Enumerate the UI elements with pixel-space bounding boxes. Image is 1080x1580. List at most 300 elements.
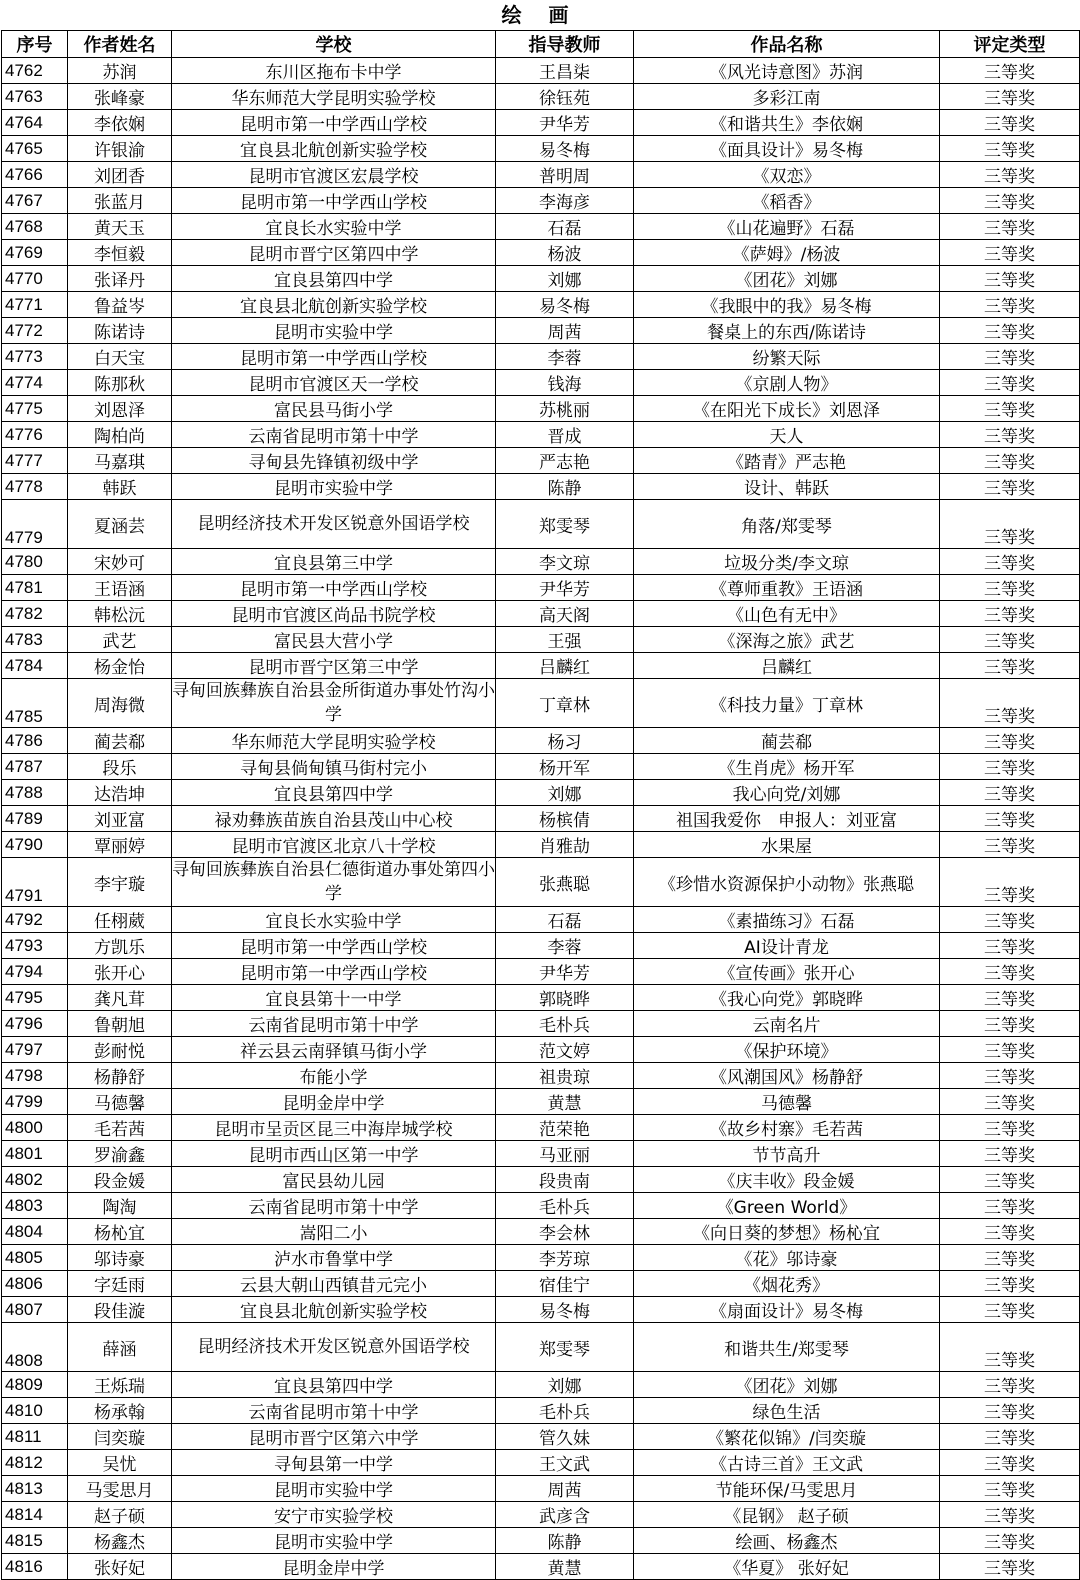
author-cell: 陈诺诗 — [68, 318, 172, 344]
table-row — [2, 396, 1080, 422]
award-cell: 三等奖 — [940, 266, 1080, 292]
table-row — [2, 985, 1080, 1011]
author-cell: 张蓝月 — [68, 188, 172, 214]
serial-cell: 4784 — [2, 653, 68, 679]
author-cell: 马雯思月 — [68, 1476, 172, 1502]
award-cell: 三等奖 — [940, 1398, 1080, 1424]
work-title-cell: 绿色生活 — [634, 1398, 940, 1424]
award-cell: 三等奖 — [940, 344, 1080, 370]
school-cell: 宜良县第三中学 — [172, 549, 496, 575]
author-cell: 段佳漩 — [68, 1297, 172, 1323]
table-row — [2, 240, 1080, 266]
award-cell: 三等奖 — [940, 136, 1080, 162]
work-title-cell: 餐桌上的东西/陈诺诗 — [634, 318, 940, 344]
table-row — [2, 110, 1080, 136]
work-title-cell: 《素描练习》石磊 — [634, 907, 940, 933]
serial-cell: 4794 — [2, 959, 68, 985]
author-cell: 马嘉琪 — [68, 448, 172, 474]
author-cell: 夏涵芸 — [68, 500, 172, 549]
work-title-cell: 角落/郑雯琴 — [634, 500, 940, 549]
table-row — [2, 1011, 1080, 1037]
award-cell: 三等奖 — [940, 58, 1080, 84]
author-cell: 张好妃 — [68, 1554, 172, 1580]
school-cell: 昆明金岸中学 — [172, 1089, 496, 1115]
serial-cell: 4768 — [2, 214, 68, 240]
serial-cell: 4788 — [2, 780, 68, 806]
work-title-cell: 节能环保/马雯思月 — [634, 1476, 940, 1502]
school-cell: 宜良县北航创新实验学校 — [172, 292, 496, 318]
school-cell: 宜良长水实验中学 — [172, 907, 496, 933]
work-title-cell: 天人 — [634, 422, 940, 448]
serial-cell: 4804 — [2, 1219, 68, 1245]
serial-cell: 4779 — [2, 500, 68, 549]
author-cell: 陶柏尚 — [68, 422, 172, 448]
work-title-cell: 《山色有无中》 — [634, 601, 940, 627]
school-cell: 富民县大营小学 — [172, 627, 496, 653]
serial-cell: 4801 — [2, 1141, 68, 1167]
serial-cell: 4795 — [2, 985, 68, 1011]
award-cell: 三等奖 — [940, 110, 1080, 136]
teacher-cell: 李蓉 — [496, 344, 634, 370]
header-school: 学校 — [172, 31, 496, 58]
author-cell: 吴忧 — [68, 1450, 172, 1476]
author-cell: 陈那秋 — [68, 370, 172, 396]
work-title-cell: 《我心向党》郭晓晔 — [634, 985, 940, 1011]
award-cell: 三等奖 — [940, 240, 1080, 266]
teacher-cell: 刘娜 — [496, 266, 634, 292]
serial-cell: 4803 — [2, 1193, 68, 1219]
work-title-cell: 《风光诗意图》苏润 — [634, 58, 940, 84]
serial-cell: 4762 — [2, 58, 68, 84]
teacher-cell: 石磊 — [496, 214, 634, 240]
award-cell: 三等奖 — [940, 162, 1080, 188]
teacher-cell: 丁章林 — [496, 679, 634, 728]
serial-cell: 4785 — [2, 679, 68, 728]
school-cell: 昆明市第一中学西山学校 — [172, 575, 496, 601]
award-cell: 三等奖 — [940, 422, 1080, 448]
teacher-cell: 陈静 — [496, 1528, 634, 1554]
award-cell: 三等奖 — [940, 448, 1080, 474]
work-title-cell: 纷繁天际 — [634, 344, 940, 370]
table-row — [2, 754, 1080, 780]
author-cell: 鲁益岑 — [68, 292, 172, 318]
teacher-cell: 刘娜 — [496, 780, 634, 806]
serial-cell: 4816 — [2, 1554, 68, 1580]
table-row — [2, 780, 1080, 806]
school-cell: 云南省昆明市第十中学 — [172, 1193, 496, 1219]
teacher-cell: 范文婷 — [496, 1037, 634, 1063]
work-title-cell: 《保护环境》 — [634, 1037, 940, 1063]
serial-cell: 4807 — [2, 1297, 68, 1323]
award-cell: 三等奖 — [940, 858, 1080, 907]
teacher-cell: 苏桃丽 — [496, 396, 634, 422]
teacher-cell: 管久妹 — [496, 1424, 634, 1450]
serial-cell: 4791 — [2, 858, 68, 907]
serial-cell: 4780 — [2, 549, 68, 575]
author-cell: 刘亚富 — [68, 806, 172, 832]
teacher-cell: 钱海 — [496, 370, 634, 396]
award-cell: 三等奖 — [940, 754, 1080, 780]
school-cell: 寻甸回族彝族自治县仁德街道办事处第四小学 — [172, 858, 496, 907]
award-cell: 三等奖 — [940, 1271, 1080, 1297]
serial-cell: 4814 — [2, 1502, 68, 1528]
school-cell: 云南省昆明市第十中学 — [172, 1398, 496, 1424]
school-cell: 宜良县第四中学 — [172, 266, 496, 292]
table-row — [2, 292, 1080, 318]
award-cell: 三等奖 — [940, 1141, 1080, 1167]
author-cell: 杨静舒 — [68, 1063, 172, 1089]
author-cell: 字廷雨 — [68, 1271, 172, 1297]
work-title-cell: 垃圾分类/李文琼 — [634, 549, 940, 575]
award-cell: 三等奖 — [940, 985, 1080, 1011]
school-cell: 昆明市西山区第一中学 — [172, 1141, 496, 1167]
school-cell: 东川区拖布卡中学 — [172, 58, 496, 84]
teacher-cell: 高天阁 — [496, 601, 634, 627]
teacher-cell: 易冬梅 — [496, 1297, 634, 1323]
author-cell: 龚凡茸 — [68, 985, 172, 1011]
serial-cell: 4771 — [2, 292, 68, 318]
school-cell: 昆明市实验中学 — [172, 1528, 496, 1554]
serial-cell: 4770 — [2, 266, 68, 292]
author-cell: 闫奕璇 — [68, 1424, 172, 1450]
table-row — [2, 474, 1080, 500]
teacher-cell: 尹华芳 — [496, 575, 634, 601]
work-title-cell: 和谐共生/郑雯琴 — [634, 1323, 940, 1372]
author-cell: 黄天玉 — [68, 214, 172, 240]
teacher-cell: 严志艳 — [496, 448, 634, 474]
table-row — [2, 601, 1080, 627]
school-cell: 昆明市呈贡区昆三中海岸城学校 — [172, 1115, 496, 1141]
serial-cell: 4789 — [2, 806, 68, 832]
award-cell: 三等奖 — [940, 1528, 1080, 1554]
teacher-cell: 石磊 — [496, 907, 634, 933]
teacher-cell: 肖雅劼 — [496, 832, 634, 858]
table-row — [2, 1089, 1080, 1115]
award-cell: 三等奖 — [940, 627, 1080, 653]
table-row — [2, 1141, 1080, 1167]
school-cell: 宜良县第四中学 — [172, 780, 496, 806]
work-title-cell: 云南名片 — [634, 1011, 940, 1037]
serial-cell: 4799 — [2, 1089, 68, 1115]
table-row — [2, 1398, 1080, 1424]
award-cell: 三等奖 — [940, 292, 1080, 318]
author-cell: 王烁瑞 — [68, 1372, 172, 1398]
award-cell: 三等奖 — [940, 549, 1080, 575]
award-cell: 三等奖 — [940, 1424, 1080, 1450]
author-cell: 王语涵 — [68, 575, 172, 601]
table-row — [2, 1372, 1080, 1398]
school-cell: 昆明市官渡区北京八十学校 — [172, 832, 496, 858]
teacher-cell: 易冬梅 — [496, 292, 634, 318]
teacher-cell: 张燕聪 — [496, 858, 634, 907]
table-row — [2, 1037, 1080, 1063]
school-cell: 寻甸回族彝族自治县金所街道办事处竹沟小学 — [172, 679, 496, 728]
serial-cell: 4793 — [2, 933, 68, 959]
table-row — [2, 933, 1080, 959]
author-cell: 马德馨 — [68, 1089, 172, 1115]
award-cell: 三等奖 — [940, 780, 1080, 806]
school-cell: 安宁市实验学校 — [172, 1502, 496, 1528]
school-cell: 昆明市官渡区尚品书院学校 — [172, 601, 496, 627]
table-row — [2, 162, 1080, 188]
table-row — [2, 1502, 1080, 1528]
work-title-cell: 《踏青》严志艳 — [634, 448, 940, 474]
award-cell: 三等奖 — [940, 474, 1080, 500]
serial-cell: 4773 — [2, 344, 68, 370]
award-cell: 三等奖 — [940, 907, 1080, 933]
serial-cell: 4777 — [2, 448, 68, 474]
author-cell: 宋妙可 — [68, 549, 172, 575]
table-row — [2, 575, 1080, 601]
serial-cell: 4811 — [2, 1424, 68, 1450]
serial-cell: 4765 — [2, 136, 68, 162]
author-cell: 彭耐悦 — [68, 1037, 172, 1063]
serial-cell: 4810 — [2, 1398, 68, 1424]
work-title-cell: 《繁花似锦》/闫奕璇 — [634, 1424, 940, 1450]
teacher-cell: 杨波 — [496, 240, 634, 266]
teacher-cell: 李蓉 — [496, 933, 634, 959]
award-cell: 三等奖 — [940, 1450, 1080, 1476]
author-cell: 杨杺宜 — [68, 1219, 172, 1245]
teacher-cell: 毛朴兵 — [496, 1398, 634, 1424]
award-cell: 三等奖 — [940, 1167, 1080, 1193]
school-cell: 昆明市官渡区天一学校 — [172, 370, 496, 396]
table-row — [2, 344, 1080, 370]
table-row — [2, 370, 1080, 396]
teacher-cell: 刘娜 — [496, 1372, 634, 1398]
teacher-cell: 祖贵琼 — [496, 1063, 634, 1089]
school-cell: 嵩阳二小 — [172, 1219, 496, 1245]
teacher-cell: 郑雯琴 — [496, 1323, 634, 1372]
work-title-cell: 《团花》刘娜 — [634, 1372, 940, 1398]
teacher-cell: 范荣艳 — [496, 1115, 634, 1141]
school-cell: 宜良县第四中学 — [172, 1372, 496, 1398]
table-row — [2, 84, 1080, 110]
work-title-cell: 《故乡村寨》毛若茜 — [634, 1115, 940, 1141]
award-cell: 三等奖 — [940, 84, 1080, 110]
teacher-cell: 李文琼 — [496, 549, 634, 575]
work-title-cell: 设计、韩跃 — [634, 474, 940, 500]
serial-cell: 4786 — [2, 728, 68, 754]
author-cell: 刘团香 — [68, 162, 172, 188]
table-row — [2, 1167, 1080, 1193]
work-title-cell: 《尊师重教》王语涵 — [634, 575, 940, 601]
award-cell: 三等奖 — [940, 1297, 1080, 1323]
award-cell: 三等奖 — [940, 1193, 1080, 1219]
teacher-cell: 王昌柒 — [496, 58, 634, 84]
author-cell: 刘恩泽 — [68, 396, 172, 422]
school-cell: 昆明市第一中学西山学校 — [172, 959, 496, 985]
author-cell: 陶淘 — [68, 1193, 172, 1219]
table-row — [2, 214, 1080, 240]
author-cell: 杨承翰 — [68, 1398, 172, 1424]
work-title-cell: 《宣传画》张开心 — [634, 959, 940, 985]
award-cell: 三等奖 — [940, 1372, 1080, 1398]
serial-cell: 4767 — [2, 188, 68, 214]
table-row — [2, 858, 1080, 907]
award-cell: 三等奖 — [940, 601, 1080, 627]
school-cell: 寻甸县先锋镇初级中学 — [172, 448, 496, 474]
serial-cell: 4792 — [2, 907, 68, 933]
table-row — [2, 1063, 1080, 1089]
work-title-cell: 《山花遍野》石磊 — [634, 214, 940, 240]
table-row — [2, 959, 1080, 985]
award-cell: 三等奖 — [940, 1115, 1080, 1141]
table-row — [2, 58, 1080, 84]
work-title-cell: 《双恋》 — [634, 162, 940, 188]
school-cell: 富民县马街小学 — [172, 396, 496, 422]
work-title-cell: AI设计青龙 — [634, 933, 940, 959]
teacher-cell: 王强 — [496, 627, 634, 653]
award-cell: 三等奖 — [940, 1063, 1080, 1089]
table-row — [2, 1476, 1080, 1502]
author-cell: 邬诗豪 — [68, 1245, 172, 1271]
teacher-cell: 武彦含 — [496, 1502, 634, 1528]
school-cell: 祥云县云南驿镇马街小学 — [172, 1037, 496, 1063]
author-cell: 苏润 — [68, 58, 172, 84]
author-cell: 韩跃 — [68, 474, 172, 500]
serial-cell: 4809 — [2, 1372, 68, 1398]
award-cell: 三等奖 — [940, 214, 1080, 240]
awards-table — [1, 30, 1080, 1580]
award-cell: 三等奖 — [940, 370, 1080, 396]
serial-cell: 4772 — [2, 318, 68, 344]
table-row — [2, 1193, 1080, 1219]
school-cell: 昆明市实验中学 — [172, 318, 496, 344]
table-row — [2, 1115, 1080, 1141]
table-row — [2, 448, 1080, 474]
header-serial: 序号 — [2, 31, 68, 58]
school-cell: 华东师范大学昆明实验学校 — [172, 84, 496, 110]
table-row — [2, 907, 1080, 933]
work-title-cell: 《华夏》 张好妃 — [634, 1554, 940, 1580]
work-title-cell: 马德馨 — [634, 1089, 940, 1115]
table-row — [2, 832, 1080, 858]
work-title-cell: 《生肖虎》杨开军 — [634, 754, 940, 780]
school-cell: 昆明金岸中学 — [172, 1554, 496, 1580]
teacher-cell: 李芳琼 — [496, 1245, 634, 1271]
school-cell: 宜良县第十一中学 — [172, 985, 496, 1011]
school-cell: 泸水市鲁掌中学 — [172, 1245, 496, 1271]
table-row — [2, 1528, 1080, 1554]
school-cell: 昆明市第一中学西山学校 — [172, 344, 496, 370]
work-title-cell: 多彩江南 — [634, 84, 940, 110]
serial-cell: 4766 — [2, 162, 68, 188]
teacher-cell: 李会林 — [496, 1219, 634, 1245]
work-title-cell: 节节高升 — [634, 1141, 940, 1167]
school-cell: 昆明经济技术开发区锐意外国语学校 — [172, 500, 496, 549]
serial-cell: 4798 — [2, 1063, 68, 1089]
serial-cell: 4808 — [2, 1323, 68, 1372]
author-cell: 许银渝 — [68, 136, 172, 162]
serial-cell: 4796 — [2, 1011, 68, 1037]
school-cell: 昆明市实验中学 — [172, 1476, 496, 1502]
table-row — [2, 627, 1080, 653]
teacher-cell: 郭晓晔 — [496, 985, 634, 1011]
school-cell: 禄劝彝族苗族自治县茂山中心校 — [172, 806, 496, 832]
author-cell: 覃丽婷 — [68, 832, 172, 858]
work-title-cell: 蔺芸郗 — [634, 728, 940, 754]
work-title-cell: 祖国我爱你 申报人：刘亚富 — [634, 806, 940, 832]
teacher-cell: 马亚丽 — [496, 1141, 634, 1167]
school-cell: 华东师范大学昆明实验学校 — [172, 728, 496, 754]
teacher-cell: 王文武 — [496, 1450, 634, 1476]
award-cell: 三等奖 — [940, 188, 1080, 214]
author-cell: 蔺芸郗 — [68, 728, 172, 754]
author-cell: 段金媛 — [68, 1167, 172, 1193]
author-cell: 韩松沅 — [68, 601, 172, 627]
serial-cell: 4813 — [2, 1476, 68, 1502]
author-cell: 武艺 — [68, 627, 172, 653]
school-cell: 昆明经济技术开发区锐意外国语学校 — [172, 1323, 496, 1372]
school-cell: 昆明市第一中学西山学校 — [172, 933, 496, 959]
teacher-cell: 杨习 — [496, 728, 634, 754]
table-row — [2, 1219, 1080, 1245]
table-body — [2, 58, 1080, 1580]
teacher-cell: 毛朴兵 — [496, 1193, 634, 1219]
author-cell: 赵子硕 — [68, 1502, 172, 1528]
serial-cell: 4790 — [2, 832, 68, 858]
school-cell: 宜良县北航创新实验学校 — [172, 136, 496, 162]
teacher-cell: 黄慧 — [496, 1089, 634, 1115]
work-title-cell: 《京剧人物》 — [634, 370, 940, 396]
award-cell: 三等奖 — [940, 806, 1080, 832]
work-title-cell: 《烟花秀》 — [634, 1271, 940, 1297]
teacher-cell: 周茜 — [496, 318, 634, 344]
work-title-cell: 《珍惜水资源保护小动物》张燕聪 — [634, 858, 940, 907]
school-cell: 宜良长水实验中学 — [172, 214, 496, 240]
award-cell: 三等奖 — [940, 1219, 1080, 1245]
work-title-cell: 《团花》刘娜 — [634, 266, 940, 292]
school-cell: 宜良县北航创新实验学校 — [172, 1297, 496, 1323]
serial-cell: 4782 — [2, 601, 68, 627]
serial-cell: 4802 — [2, 1167, 68, 1193]
table-row — [2, 1297, 1080, 1323]
award-cell: 三等奖 — [940, 1476, 1080, 1502]
table-row — [2, 318, 1080, 344]
teacher-cell: 李海彦 — [496, 188, 634, 214]
header-row — [2, 31, 1080, 58]
teacher-cell: 宿佳宁 — [496, 1271, 634, 1297]
award-cell: 三等奖 — [940, 728, 1080, 754]
author-cell: 白天宝 — [68, 344, 172, 370]
teacher-cell: 黄慧 — [496, 1554, 634, 1580]
teacher-cell: 郑雯琴 — [496, 500, 634, 549]
teacher-cell: 尹华芳 — [496, 959, 634, 985]
work-title-cell: 《萨姆》/杨波 — [634, 240, 940, 266]
work-title-cell: 我心向党/刘娜 — [634, 780, 940, 806]
work-title-cell: 《庆丰收》段金媛 — [634, 1167, 940, 1193]
teacher-cell: 杨槟倩 — [496, 806, 634, 832]
table-row — [2, 188, 1080, 214]
header-author: 作者姓名 — [68, 31, 172, 58]
author-cell: 张峰豪 — [68, 84, 172, 110]
teacher-cell: 徐钰苑 — [496, 84, 634, 110]
teacher-cell: 吕麟红 — [496, 653, 634, 679]
author-cell: 杨金怡 — [68, 653, 172, 679]
teacher-cell: 周茜 — [496, 1476, 634, 1502]
school-cell: 昆明市晋宁区第四中学 — [172, 240, 496, 266]
table-row — [2, 136, 1080, 162]
author-cell: 方凯乐 — [68, 933, 172, 959]
award-cell: 三等奖 — [940, 933, 1080, 959]
school-cell: 昆明市第一中学西山学校 — [172, 188, 496, 214]
award-cell: 三等奖 — [940, 1554, 1080, 1580]
school-cell: 昆明市官渡区宏晨学校 — [172, 162, 496, 188]
serial-cell: 4815 — [2, 1528, 68, 1554]
award-cell: 三等奖 — [940, 1502, 1080, 1528]
work-title-cell: 《和谐共生》李依娴 — [634, 110, 940, 136]
